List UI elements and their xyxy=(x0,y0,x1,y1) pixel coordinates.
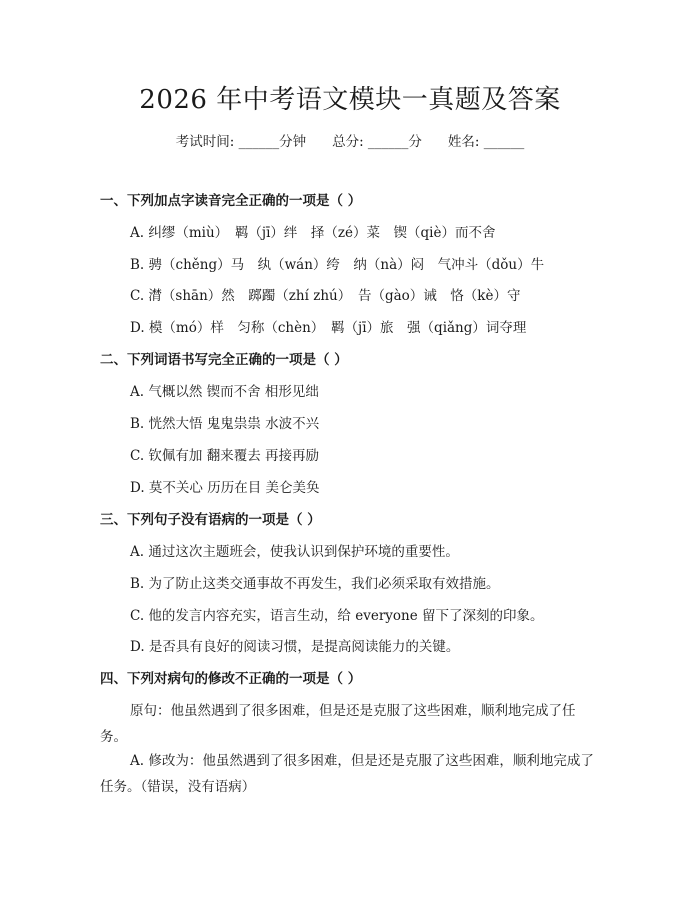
question-3-option-a: A. 通过这次主题班会，使我认识到保护环境的重要性。 xyxy=(130,544,459,560)
exam-meta xyxy=(0,132,700,152)
question-2-option-b: B. 恍然大悟 鬼鬼祟祟 水波不兴 xyxy=(130,416,320,432)
exam-time-field: 考试时间: ______分钟 xyxy=(175,134,307,150)
question-3-option-d: D. 是否具有良好的阅读习惯，是提高阅读能力的关键。 xyxy=(130,639,460,655)
question-2-option-a: A. 气概以然 锲而不舍 相形见绌 xyxy=(130,384,319,400)
question-4-option-a: A. 修改为：他虽然遇到了很多困难，但是还是克服了这些困难，顺利地完成了任务。（错误，没有语病） xyxy=(100,753,594,795)
question-1-heading: 一、下列加点字读音完全正确的一项是（ ） xyxy=(100,193,362,209)
question-4-original-sentence: 原句：他虽然遇到了很多困难，但是还是克服了这些困难，顺利地完成了任务。 xyxy=(100,703,576,745)
page-title: 2026 年中考语文模块一真题及答案 xyxy=(139,85,561,115)
student-name-field: 姓名: ______ xyxy=(447,134,525,150)
question-3-option-c: C. 他的发言内容充实，语言生动，给 everyone 留下了深刻的印象。 xyxy=(130,608,544,624)
question-1-option-a: A. 纠缪（miù） 羁（jī）绊 择（zé）菜 锲（qiè）而不舍 xyxy=(130,225,496,241)
question-3-option-b: B. 为了防止这类交通事故不再发生，我们必须采取有效措施。 xyxy=(130,576,500,592)
question-4-heading: 四、下列对病句的修改不正确的一项是（ ） xyxy=(100,671,362,687)
question-1-option-d: D. 模（mó）样 匀称（chèn） 羁（jī）旅 强（qiǎng）词夺理 xyxy=(130,320,527,336)
question-2-heading: 二、下列词语书写完全正确的一项是（ ） xyxy=(100,352,348,368)
total-score-field: 总分: ______分 xyxy=(332,134,422,150)
question-1-option-b: B. 骋（chěng）马 纨（wán）绔 纳（nà）闷 气冲斗（dǒu）牛 xyxy=(130,257,545,273)
question-3-heading: 三、下列句子没有语病的一项是（ ） xyxy=(100,512,321,528)
question-2-option-d: D. 莫不关心 历历在目 美仑美奂 xyxy=(130,480,320,496)
question-2-option-c: C. 钦佩有加 翻来覆去 再接再励 xyxy=(130,448,320,464)
question-1-option-c: C. 潸（shān）然 踯躅（zhí zhú） 告（gào）诫 恪（kè）守 xyxy=(130,288,521,304)
